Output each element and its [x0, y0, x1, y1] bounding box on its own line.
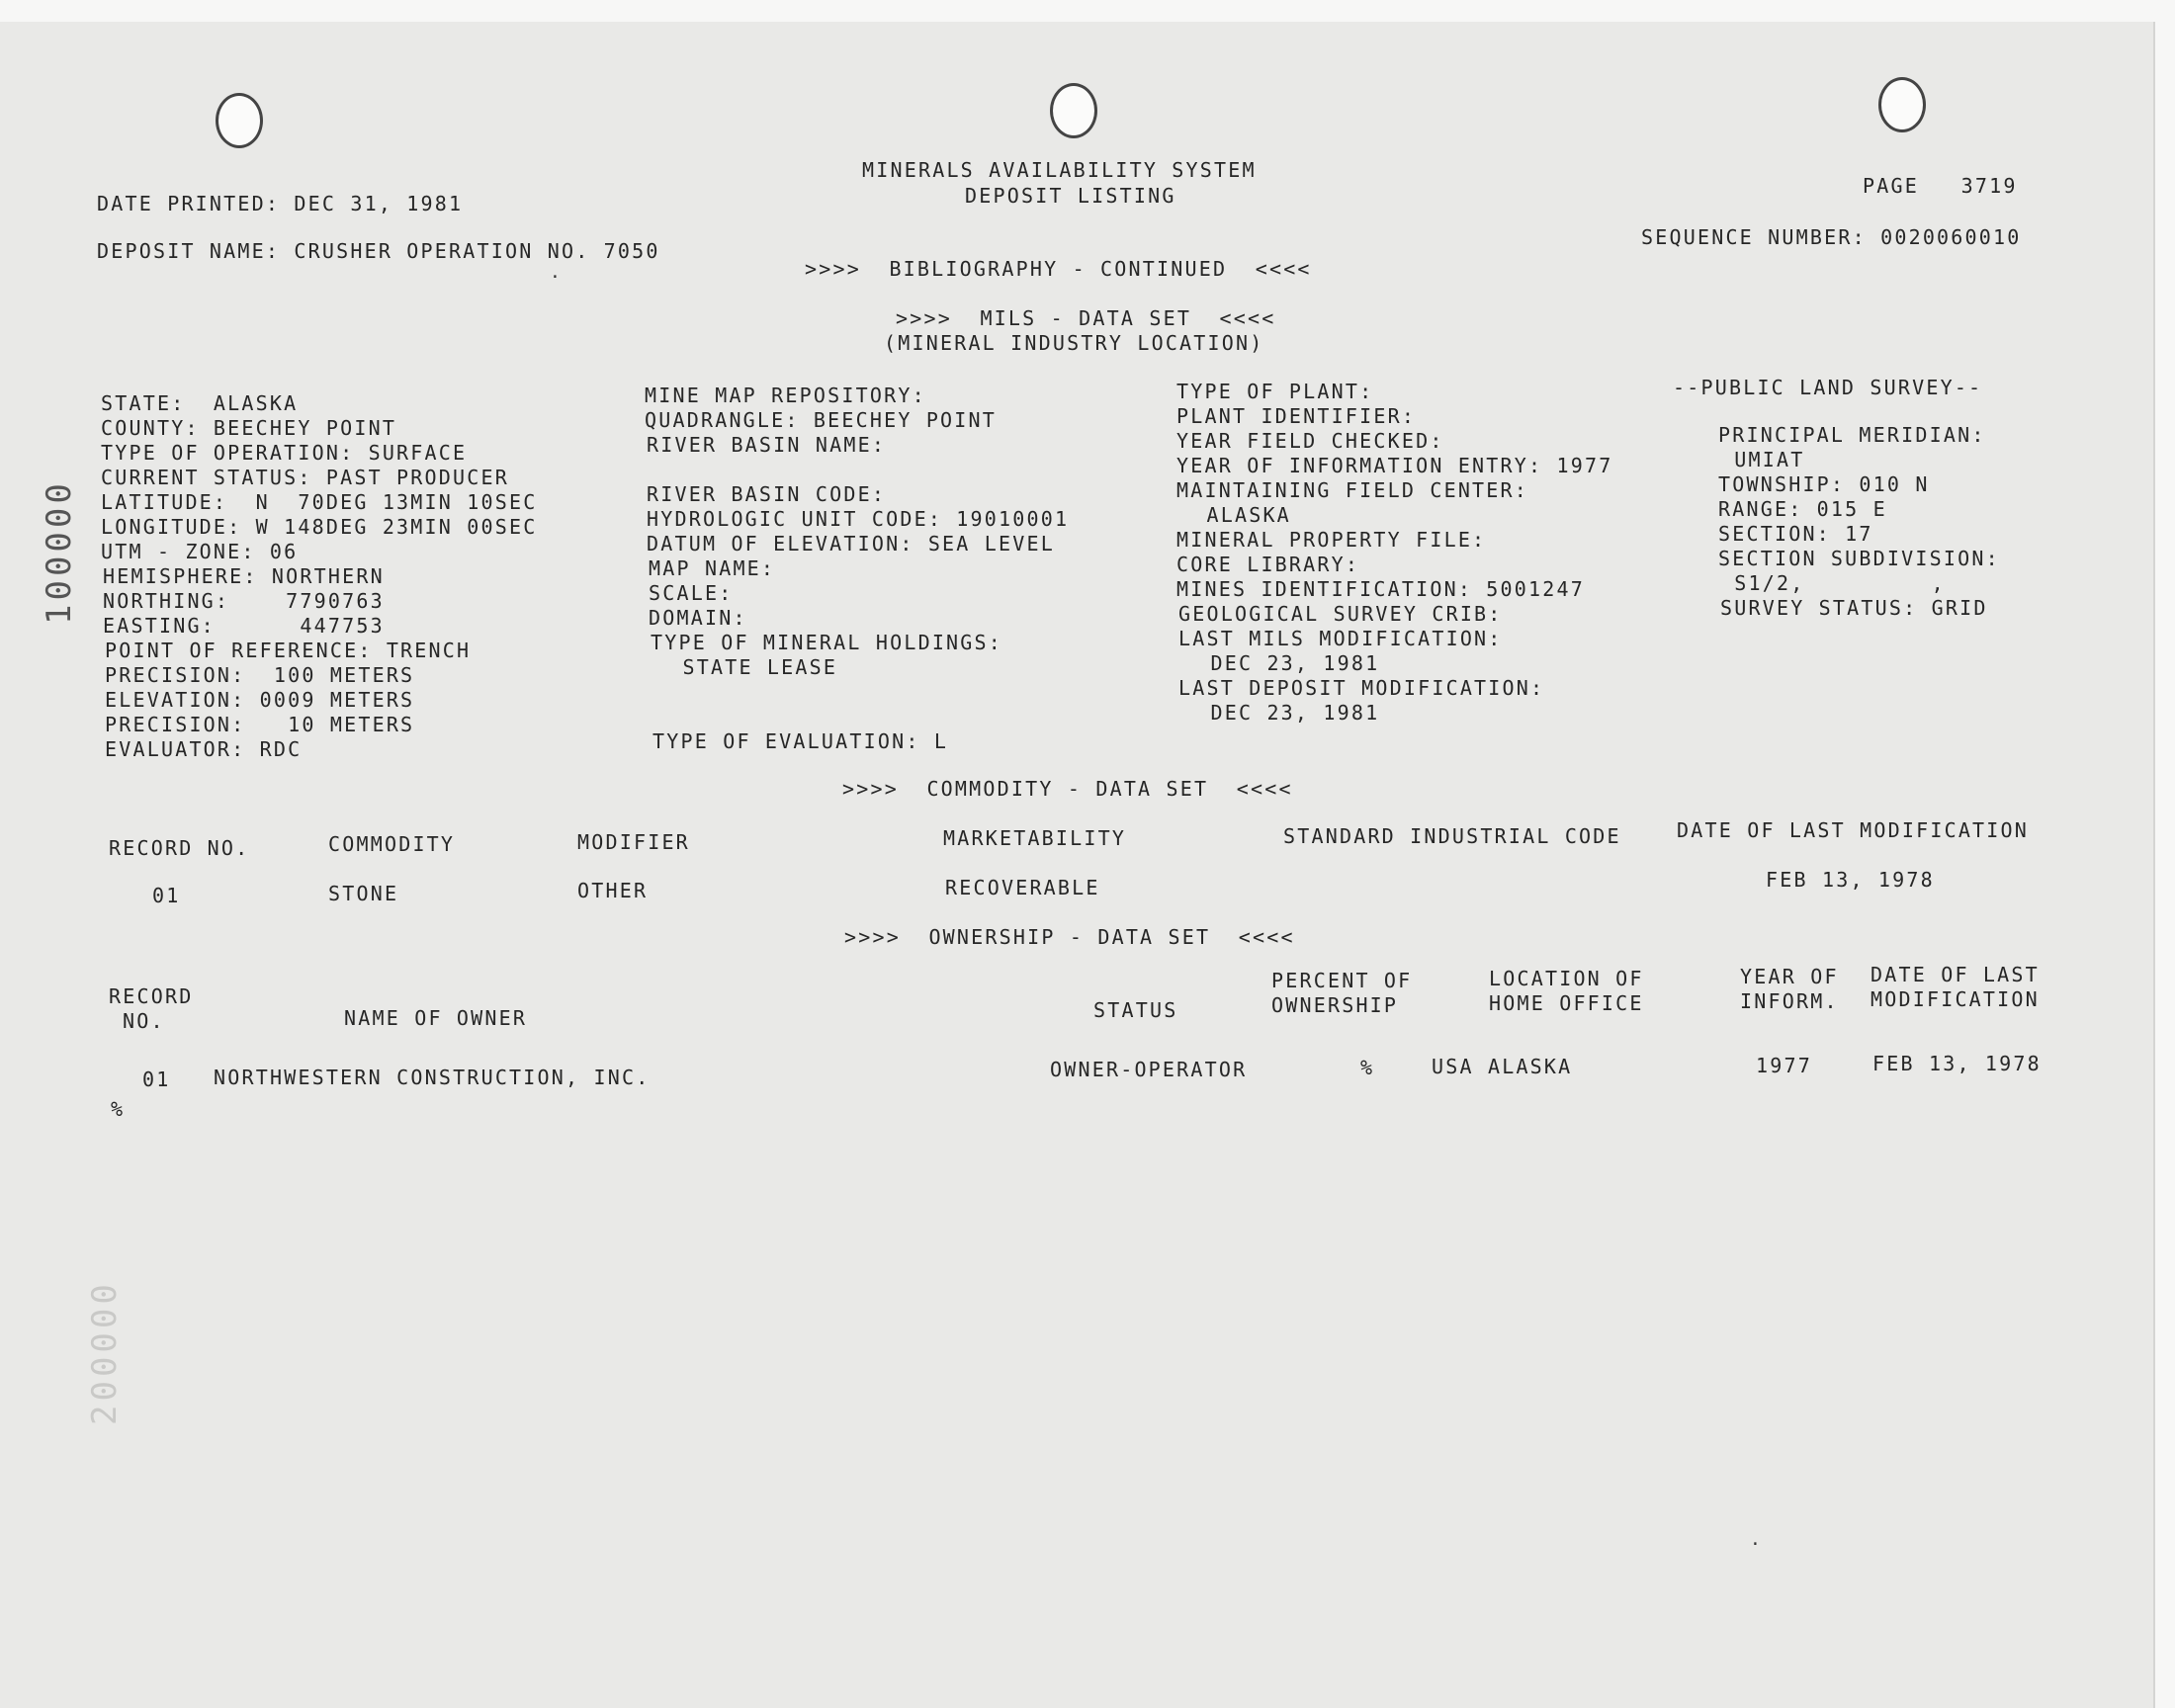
mils-map-field: QUADRANGLE: BEECHEY POINT: [645, 408, 998, 432]
commodity-header-modifier: MODIFIER: [577, 830, 690, 854]
mils-location-field: NORTHING: 7790763: [103, 589, 385, 613]
mils-plant-field: DEC 23, 1981: [1182, 701, 1380, 725]
commodity-modifier: OTHER: [577, 879, 649, 902]
mils-map-field: DOMAIN:: [649, 606, 747, 630]
stray-mark: ·: [1750, 1534, 1761, 1555]
mils-plant-field: TYPE OF PLANT:: [1176, 380, 1374, 403]
mils-location-field: PRECISION: 10 METERS: [105, 713, 415, 736]
land-survey-field: TOWNSHIP: 010 N: [1718, 472, 1930, 496]
mils-plant-field: YEAR OF INFORMATION ENTRY: 1977: [1176, 454, 1613, 477]
printout-sheet: [0, 22, 2155, 1708]
system-title: MINERALS AVAILABILITY SYSTEM: [862, 158, 1257, 182]
mils-location-field: EVALUATOR: RDC: [105, 737, 303, 761]
commodity-date: FEB 13, 1978: [1766, 868, 1935, 892]
mils-plant-field: MINES IDENTIFICATION: 5001247: [1176, 577, 1585, 601]
stray-mark: ·: [550, 267, 561, 288]
mils-location-field: ELEVATION: 0009 METERS: [105, 688, 415, 712]
page-number: PAGE 3719: [1863, 174, 2018, 198]
mils-plant-field: ALASKA: [1178, 503, 1291, 527]
punch-hole: [216, 93, 263, 148]
mils-map-field: RIVER BASIN CODE:: [647, 482, 887, 506]
mils-map-field: HYDROLOGIC UNIT CODE: 19010001: [647, 507, 1070, 531]
ownership-record-no: 01: [142, 1068, 171, 1091]
ownership-heading: >>>> OWNERSHIP - DATA SET <<<<: [844, 925, 1295, 949]
mils-location-field: COUNTY: BEECHEY POINT: [101, 416, 397, 440]
mils-location-field: CURRENT STATUS: PAST PRODUCER: [101, 466, 509, 489]
ownership-header-location: HOME OFFICE: [1489, 991, 1644, 1015]
mils-plant-field: MINERAL PROPERTY FILE:: [1176, 528, 1487, 552]
commodity-marketability: RECOVERABLE: [945, 876, 1100, 899]
ownership-header-percent: PERCENT OF: [1271, 969, 1413, 992]
sequence-number: SEQUENCE NUMBER: 0020060010: [1641, 225, 2022, 249]
ownership-header-no: NO.: [123, 1009, 165, 1033]
mils-location-field: STATE: ALASKA: [101, 391, 299, 415]
listing-title: DEPOSIT LISTING: [965, 184, 1176, 208]
mils-map-field: TYPE OF MINERAL HOLDINGS:: [651, 631, 1003, 654]
ownership-header-year: YEAR OF: [1740, 965, 1839, 988]
commodity-heading: >>>> COMMODITY - DATA SET <<<<: [842, 777, 1293, 801]
mils-location-field: UTM - ZONE: 06: [101, 540, 299, 563]
punch-hole: [1878, 77, 1926, 132]
commodity-name: STONE: [328, 882, 399, 905]
deposit-name: DEPOSIT NAME: CRUSHER OPERATION NO. 7050: [97, 239, 660, 263]
mils-map-field: STATE LEASE: [654, 655, 838, 679]
ownership-header-date: DATE OF LAST: [1870, 963, 2040, 986]
ownership-header-status: STATUS: [1093, 998, 1178, 1022]
land-survey-field: SECTION SUBDIVISION:: [1718, 547, 2000, 570]
mils-location-field: PRECISION: 100 METERS: [105, 663, 415, 687]
ownership-header-percent: OWNERSHIP: [1271, 993, 1399, 1017]
mils-map-field: DATUM OF ELEVATION: SEA LEVEL: [647, 532, 1055, 555]
mils-location-field: POINT OF REFERENCE: TRENCH: [105, 639, 472, 662]
land-survey-field: RANGE: 015 E: [1718, 497, 1887, 521]
land-survey-field: PRINCIPAL MERIDIAN:: [1718, 423, 1986, 447]
punch-hole: [1050, 83, 1097, 138]
mils-heading: >>>> MILS - DATA SET <<<<: [896, 306, 1276, 330]
ownership-header-year: INFORM.: [1740, 989, 1839, 1013]
mils-plant-field: DEC 23, 1981: [1182, 651, 1380, 675]
commodity-header-commodity: COMMODITY: [328, 832, 456, 856]
mils-location-field: TYPE OF OPERATION: SURFACE: [101, 441, 468, 465]
ownership-header-name: NAME OF OWNER: [344, 1006, 528, 1030]
mils-location-field: LATITUDE: N 70DEG 13MIN 10SEC: [101, 490, 538, 514]
mils-location-field: LONGITUDE: W 148DEG 23MIN 00SEC: [101, 515, 538, 539]
mils-plant-field: MAINTAINING FIELD CENTER:: [1176, 478, 1529, 502]
commodity-header-marketability: MARKETABILITY: [943, 826, 1127, 850]
owner-percent: %: [1360, 1056, 1375, 1079]
ownership-header-date: MODIFICATION: [1870, 987, 2040, 1011]
commodity-header-date: DATE OF LAST MODIFICATION: [1677, 818, 2030, 842]
mils-plant-field: YEAR FIELD CHECKED:: [1176, 429, 1444, 453]
ownership-footnote: %: [111, 1097, 126, 1121]
type-of-evaluation: TYPE OF EVALUATION: L: [652, 729, 949, 753]
owner-info-year: 1977: [1756, 1054, 1812, 1077]
mils-plant-field: GEOLOGICAL SURVEY CRIB:: [1178, 602, 1503, 626]
mils-location-field: EASTING: 447753: [103, 614, 385, 638]
land-survey-field: S1/2, ,: [1720, 571, 1946, 595]
mils-plant-field: CORE LIBRARY:: [1176, 553, 1360, 576]
commodity-header-sic: STANDARD INDUSTRIAL CODE: [1283, 824, 1621, 848]
mils-location-field: HEMISPHERE: NORTHERN: [103, 564, 385, 588]
mils-map-field: RIVER BASIN NAME:: [647, 433, 887, 457]
mils-plant-field: LAST MILS MODIFICATION:: [1178, 627, 1503, 650]
mils-plant-field: LAST DEPOSIT MODIFICATION:: [1178, 676, 1545, 700]
margin-stamp-faint: 200000: [85, 1280, 125, 1425]
bibliography-heading: >>>> BIBLIOGRAPHY - CONTINUED <<<<: [805, 257, 1312, 281]
land-survey-field: UMIAT: [1720, 448, 1805, 471]
margin-stamp: 100000: [40, 479, 79, 625]
owner-status: OWNER-OPERATOR: [1050, 1058, 1248, 1081]
mils-map-field: MAP NAME:: [649, 556, 776, 580]
owner-modification-date: FEB 13, 1978: [1872, 1052, 2042, 1075]
owner-home-office: USA ALASKA: [1432, 1055, 1573, 1078]
commodity-record-no: 01: [152, 884, 181, 907]
mils-map-field: SCALE:: [649, 581, 734, 605]
public-land-survey-heading: --PUBLIC LAND SURVEY--: [1673, 376, 1983, 399]
ownership-header-record: RECORD: [109, 984, 194, 1008]
land-survey-field: SECTION: 17: [1718, 522, 1873, 546]
owner-name: NORTHWESTERN CONSTRUCTION, INC.: [214, 1066, 651, 1089]
ownership-header-location: LOCATION OF: [1489, 967, 1644, 990]
land-survey-field: SURVEY STATUS: GRID: [1720, 596, 1988, 620]
mils-map-field: MINE MAP REPOSITORY:: [645, 384, 926, 407]
mils-subheading: (MINERAL INDUSTRY LOCATION): [884, 331, 1264, 355]
date-printed: DATE PRINTED: DEC 31, 1981: [97, 192, 464, 215]
commodity-header-record: RECORD NO.: [109, 836, 250, 860]
mils-plant-field: PLANT IDENTIFIER:: [1176, 404, 1417, 428]
